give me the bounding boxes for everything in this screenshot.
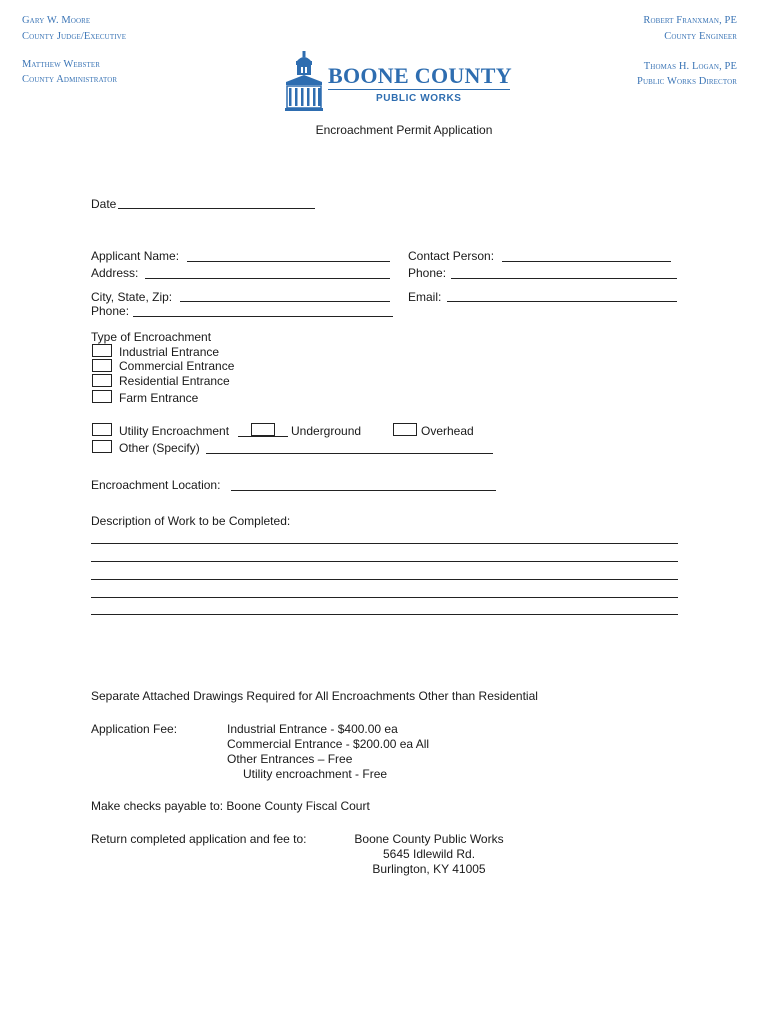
fee-commercial: Commercial Entrance - $200.00 ea All xyxy=(227,737,430,751)
other-label: Other (Specify) xyxy=(119,441,200,455)
address-label: Address: xyxy=(91,266,139,280)
drawings-note: Separate Attached Drawings Required for All Encroachments Other than Residential xyxy=(91,689,538,703)
utility-checkbox[interactable] xyxy=(92,423,112,436)
admin-title: County Administrator xyxy=(22,74,118,85)
return-address-line-3: Burlington, KY 41005 xyxy=(372,862,486,876)
contact-person-label: Contact Person: xyxy=(408,249,495,263)
judge-name: Gary W. Moore xyxy=(22,15,91,26)
fee-label: Application Fee: xyxy=(91,722,178,736)
city-field[interactable] xyxy=(180,301,390,302)
other-specify-field[interactable] xyxy=(206,453,493,454)
description-line-1[interactable] xyxy=(91,543,678,544)
return-label: Return completed application and fee to: xyxy=(91,832,307,846)
residential-checkbox[interactable] xyxy=(92,374,112,387)
description-line-5[interactable] xyxy=(91,614,678,615)
fee-industrial: Industrial Entrance - $400.00 ea xyxy=(227,722,398,736)
engineer-title: County Engineer xyxy=(664,31,737,42)
utility-underline xyxy=(238,436,288,437)
logo-name: BOONE COUNTY xyxy=(328,63,512,88)
date-label: Date xyxy=(91,197,117,211)
email-field[interactable] xyxy=(447,301,677,302)
email-label: Email: xyxy=(408,290,442,304)
form-title: Encroachment Permit Application xyxy=(315,123,493,137)
director-name: Thomas H. Logan, PE xyxy=(643,61,737,72)
overhead-label: Overhead xyxy=(421,424,474,438)
utility-label: Utility Encroachment xyxy=(119,424,230,438)
contact-person-field[interactable] xyxy=(502,261,671,262)
type-label-farm: Farm Entrance xyxy=(119,391,199,405)
other-checkbox[interactable] xyxy=(92,440,112,453)
city-label: City, State, Zip: xyxy=(91,290,173,304)
underground-label: Underground xyxy=(291,424,362,438)
engineer-name: Robert Franxman, PE xyxy=(643,15,737,26)
admin-name: Matthew Webster xyxy=(22,59,101,70)
overhead-checkbox[interactable] xyxy=(393,423,417,436)
logo-divider xyxy=(328,89,510,90)
phone-field-right[interactable] xyxy=(451,278,677,279)
type-label-residential: Residential Entrance xyxy=(119,374,230,388)
checks-payable: Make checks payable to: Boone County Fiscal Court xyxy=(91,799,370,813)
fee-utility: Utility encroachment - Free xyxy=(243,767,388,781)
applicant-name-label: Applicant Name: xyxy=(91,249,180,263)
fee-other: Other Entrances – Free xyxy=(227,752,353,766)
type-label-industrial: Industrial Entrance xyxy=(119,345,220,359)
description-line-2[interactable] xyxy=(91,561,678,562)
commercial-checkbox[interactable] xyxy=(92,359,112,372)
farm-checkbox[interactable] xyxy=(92,390,112,403)
courthouse-icon xyxy=(284,50,324,112)
logo-subtitle: PUBLIC WORKS xyxy=(376,93,462,104)
description-label: Description of Work to be Completed: xyxy=(91,514,291,528)
return-address-line-1: Boone County Public Works xyxy=(354,832,504,846)
location-field[interactable] xyxy=(231,490,496,491)
address-field[interactable] xyxy=(145,278,390,279)
judge-title: County Judge/Executive xyxy=(22,31,127,42)
industrial-checkbox[interactable] xyxy=(92,344,112,357)
description-line-4[interactable] xyxy=(91,597,678,598)
underground-checkbox[interactable] xyxy=(251,423,275,436)
location-label: Encroachment Location: xyxy=(91,478,221,492)
director-title: Public Works Director xyxy=(637,76,737,87)
phone-field-left[interactable] xyxy=(133,316,393,317)
applicant-name-field[interactable] xyxy=(187,261,390,262)
date-field[interactable] xyxy=(118,208,315,209)
phone-label-right: Phone: xyxy=(408,266,447,280)
type-heading: Type of Encroachment xyxy=(91,330,212,344)
type-label-commercial: Commercial Entrance xyxy=(119,359,235,373)
return-address-line-2: 5645 Idlewild Rd. xyxy=(382,847,476,861)
description-line-3[interactable] xyxy=(91,579,678,580)
phone-label-left: Phone: xyxy=(91,304,130,318)
